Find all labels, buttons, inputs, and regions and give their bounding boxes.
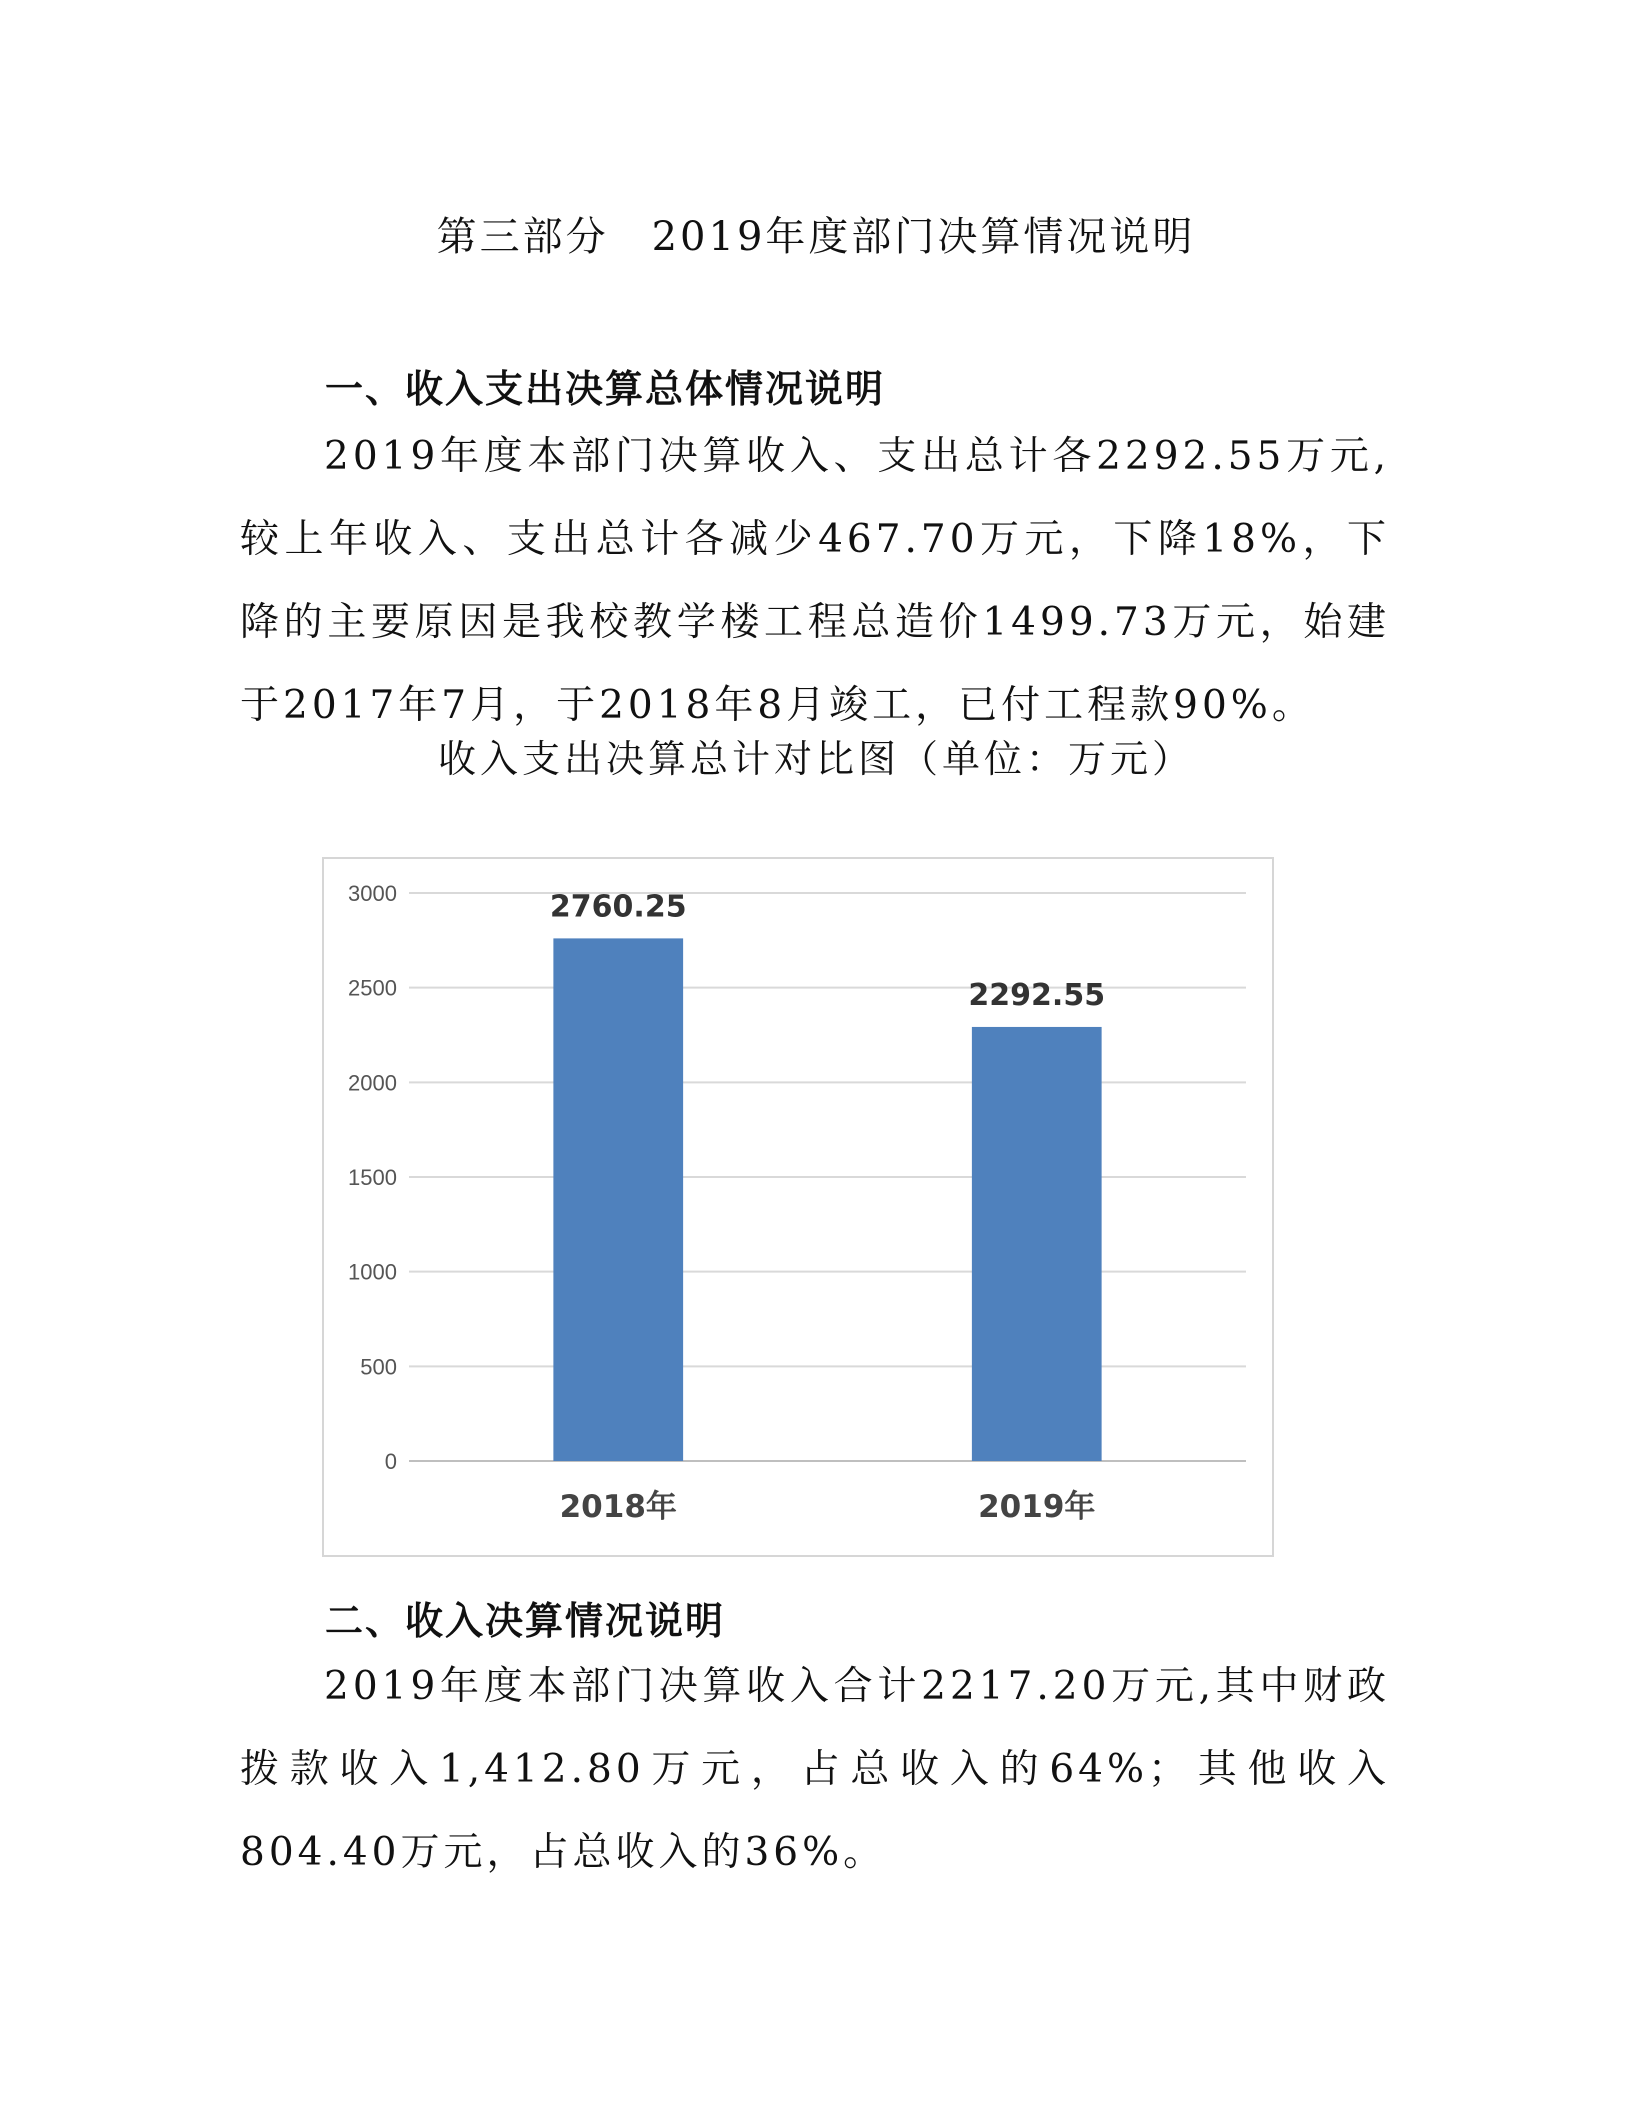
section-1-paragraph: 2019年度本部门决算收入、支出总计各2292.55万元,较上年收入、支出总计各减少467.70万元，下降18%，下降的主要原因是我校教学楼工程总造价1499.73万元，始建于2017年7月，于2018年8月竣工，已付工程款90%。 — [240, 434, 1390, 728]
y-tick-label: 0 — [384, 1449, 397, 1474]
y-tick-label: 2500 — [348, 975, 397, 1001]
section-2-heading: 二、收入决算情况说明 — [325, 1599, 726, 1643]
y-tick-label: 1000 — [348, 1259, 397, 1285]
y-tick-label: 500 — [360, 1354, 397, 1380]
bar-value-label: 2760.25 — [549, 889, 687, 925]
bar-chart-svg — [324, 859, 1272, 1555]
y-tick-label: 3000 — [348, 881, 397, 906]
page-title: 第三部分 2019年度部门决算情况说明 — [436, 214, 1196, 260]
section-1-heading: 一、收入支出决算总体情况说明 — [325, 367, 886, 411]
bar-value-label: 2292.55 — [968, 977, 1106, 1013]
y-tick-label: 1500 — [348, 1165, 397, 1190]
bar-chart — [322, 857, 1274, 1557]
x-category-label: 2018年 — [559, 1489, 677, 1525]
y-tick-label: 2000 — [348, 1070, 397, 1096]
x-category-label: 2019年 — [978, 1489, 1096, 1525]
section-2-paragraph: 2019年度本部门决算收入合计2217.20万元,其中财政拨款收入1,412.80万元，占总收入的64%；其他收入804.40万元，占总收入的36%。 — [240, 1664, 1390, 1875]
bar — [553, 938, 683, 1461]
chart-caption: 收入支出决算总计对比图（单位：万元） — [437, 737, 1194, 781]
bar — [972, 1027, 1102, 1461]
